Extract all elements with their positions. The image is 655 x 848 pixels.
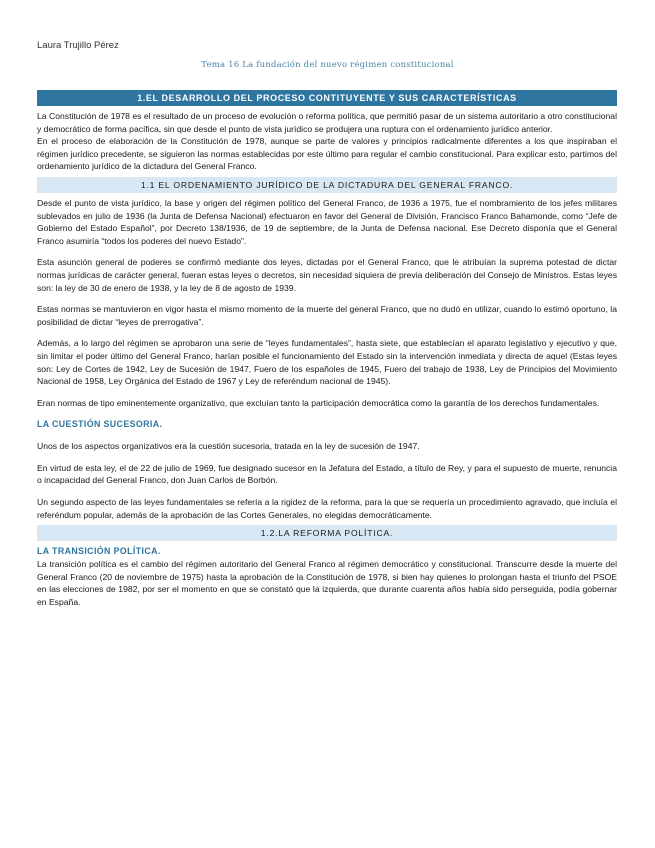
paragraph: Desde el punto de vista jurídico, la base y origen del régimen político del General Franco, de 1936 a 1975, fue el nombramiento de los jefes militares sublevados en julio de 1936 (la Junta de Defensa Nacional) efectuaron en favor del General de División, Francisco Franco Bahamonde, como “Jefe de Gobierno del Estado Español”, por Decreto 138/1936, de 19 de septiembre, de la Junta de Defensa nacional. Ese Decreto disponía que el General Franco asumiría “todos los poderes del nuevo Estado”. [37,197,617,246]
section-heading-1-1: 1.1 EL ORDENAMIENTO JURÍDICO DE LA DICTADURA DEL GENERAL FRANCO. [37,177,617,193]
subheading-succession: LA CUESTIÓN SUCESORIA. [37,419,163,430]
paragraph: Esta asunción general de poderes se confirmó mediante dos leyes, dictadas por el General Franco, que le atribuían la suprema potestad de dictar normas jurídicas de carácter general, fueran estas leyes o decretos, sin necesidad siquiera de previa deliberación del Consejo de Ministros. Estas leyes son: la ley de 30 de enero de 1938, y la ley de 8 de agosto de 1939. [37,257,617,293]
section-heading-1-2: 1.2.LA REFORMA POLÍTICA. [37,525,617,541]
paragraph: Un segundo aspecto de las leyes fundamentales se refería a la rigidez de la reforma, para la que se requería un procedimiento agravado, que incluía el referéndum popular, además de la aprobación de las Cortes Generales, no elegidas democráticamente. [37,497,617,520]
paragraph: Unos de los aspectos organizativos era la cuestión sucesoria, tratada en la ley de sucesión de 1947. [37,441,420,452]
paragraph: Eran normas de tipo eminentemente organizativo, que excluían tanto la participación democrática como la garantía de los derechos fundamentales. [37,397,600,408]
paragraph: La transición política es el cambio del régimen autoritario del General Franco al régimen democrático y constitucional. Transcurre desde la muerte del General Franco (20 de noviembre de 1975) hasta la aprobación de la Constitución de 1978, si bien hay quienes lo prolongan hasta el triunfo del PSOE en las elecciones de 1982, por ser el momento en que se constató que la izquierda, que durante cuarenta años había sido perseguida, podía gobernar en España. [37,559,617,608]
paragraph: En virtud de esta ley, el de 22 de julio de 1969, fue designado sucesor en la Jefatura del Estado, a título de Rey, y para el supuesto de muerte, renuncia o incapacidad del General Franco, don Juan Carlos de Borbón. [37,462,617,486]
subheading-transition: LA TRANSICIÓN POLÍTICA. [37,546,161,557]
section-heading-1: 1.EL DESARROLLO DEL PROCESO CONTITUYENTE Y SUS CARACTERÍSTICAS [37,90,617,106]
paragraph: Además, a lo largo del régimen se aprobaron una serie de “leyes fundamentales”, hasta siete, que establecían el aparato legislativo y ejecutivo y que, sin limitar el poder último del General Franco, harían posible el funcionamiento del Estado sin la intervención inmediata y directa de aquel (Estas leyes son: Ley de Cortes de 1942, Ley de Sucesión de 1947, Fuero de los españoles de 1945, Fuero del trabajo de 1938, Ley de Principios del Movimiento Nacional de 1958, Ley Orgánica del Estado de 1967 y Ley de referéndum nacional de 1945). [37,338,617,387]
paragraph: La Constitución de 1978 es el resultado de un proceso de evolución o reforma política, que permitió pasar de un sistema autoritario a otro constitucional y democrático de forma pacífica, sin que desde el punto de vista jurídico se produjera una ruptura con el ordenamiento jurídico anterior. [37,111,617,134]
paragraph: En el proceso de elaboración de la Constitución de 1978, aunque se parte de valores y principios radicalmente diferentes a los que inspiraban el régimen jurídico precedente, se siguieron las normas establecidas por este último para regular el cambio constitucional. Para explicar esto, partimos del ordenamiento jurídico de la dictadura del General Franco. [37,136,617,172]
paragraph: Estas normas se mantuvieron en vigor hasta el mismo momento de la muerte del general Franco, que no dudó en utilizar, cuando lo estimó oportuno, la posibilidad de dictar “leyes de prerrogativa”. [37,304,617,327]
document-body [37,90,617,609]
author-name: Laura Trujillo Pérez [37,40,119,51]
document-title: Tema 16 La fundación del nuevo régimen constitucional [201,60,454,70]
